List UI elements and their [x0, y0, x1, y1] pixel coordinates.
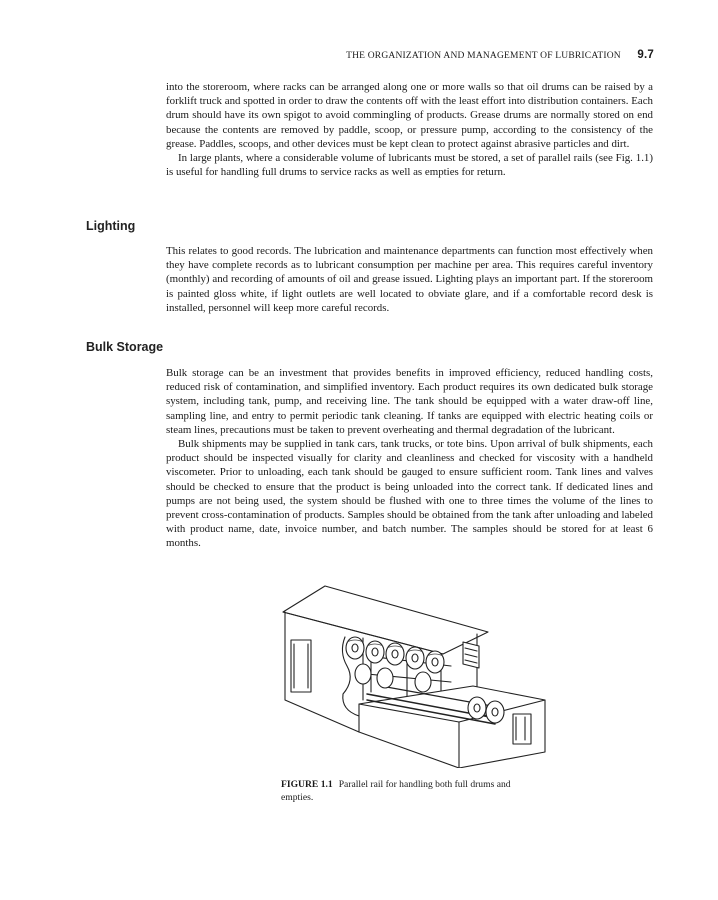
running-head [160, 49, 654, 63]
lighting-text [166, 244, 653, 315]
figure-label: FIGURE 1.1 [281, 779, 333, 790]
section-heading-bulk-storage: Bulk Storage [86, 340, 164, 354]
bulk-storage-paragraph-2: Bulk shipments may be supplied in tank cars, tank trucks, or tote bins. Upon arrival of bulk shipments, each product should be inspected visually for clarity and cleanliness and checked for viscosity with a handheld viscometer. Prior to unloading, each tank should be gauged to ensure sufficient room. Tank lines and valves should be checked to ensure that the product is being unloaded into the correct tank. If dedicated lines and pumps are not being used, the system should be flushed with one to three times the volume of the lines to prevent cross-contamination of products. Samples should be obtained from the tank after unloading and labeled with product name, date, invoice number, and batch number. The samples should be stored for at least 6 months. [166, 438, 653, 550]
bulk-storage-paragraph-1: Bulk storage can be an investment that provides benefits in improved efficiency, reduced handling costs, reduced risk of contamination, and simplified inventory. Each product requires its own dedicated bulk storage system, including tank, pump, and receiving line. The tank should be equipped with a water draw-off line, sampling line, and entry to permit periodic tank cleaning. If tanks are equipped with electric heating coils or steam lines, precautions must be taken to prevent overheating and thermal degradation of the lubricant. [166, 367, 653, 436]
drum-end-detail [392, 650, 398, 658]
drum-end-detail [492, 708, 498, 716]
figure-caption [281, 778, 543, 804]
page-number: 9.7 [637, 49, 654, 61]
drum-end-detail [432, 658, 438, 666]
figure-illustration [263, 582, 553, 768]
drum-end-detail [412, 654, 418, 662]
figure-caption-text: Parallel rail for handling both full drums and empties. [281, 779, 511, 803]
section-heading-lighting: Lighting [86, 219, 136, 233]
drum-end-detail [372, 648, 378, 656]
intro-text [166, 80, 653, 179]
drum-rack-8 [415, 672, 431, 692]
drum-rack-6 [355, 664, 371, 684]
lighting-paragraph-1: This relates to good records. The lubrication and maintenance departments can function most effectively when they have complete records as to lubricant consumption per machine per area. This requires careful inventory (monthly) and recording of amounts of oil and grease issued. Lighting plays an important part. If the storeroom is painted gloss white, if light outlets are well located to obviate glare, and if a comfortable record desk is installed, personnel will keep more careful records. [166, 245, 653, 314]
parallel-rail-drawing [263, 582, 553, 768]
running-head-title: THE ORGANIZATION AND MANAGEMENT OF LUBRICATION [346, 51, 621, 61]
drum-end-detail [474, 704, 480, 712]
intro-paragraph-2: In large plants, where a considerable volume of lubricants must be stored, a set of parallel rails (see Fig. 1.1) is useful for handling full drums to service racks as well as empties for return. [166, 152, 653, 179]
drum-rack-7 [377, 668, 393, 688]
bulk-storage-text [166, 366, 653, 551]
intro-paragraph-1: into the storeroom, where racks can be arranged along one or more walls so that oil drums can be raised by a forklift truck and spotted in order to draw the contents off with the least effort into distribution containers. Each drum should have its own spigot to avoid commingling of products. Grease drums are normally stored on end because the contents are removed by paddle, scoop, or pressure pump, according to the consistency of the grease. Paddles, scoops, and other devices must be kept clean to protect against abrasive particles and dirt. [166, 81, 653, 150]
drum-end-detail [352, 644, 358, 652]
